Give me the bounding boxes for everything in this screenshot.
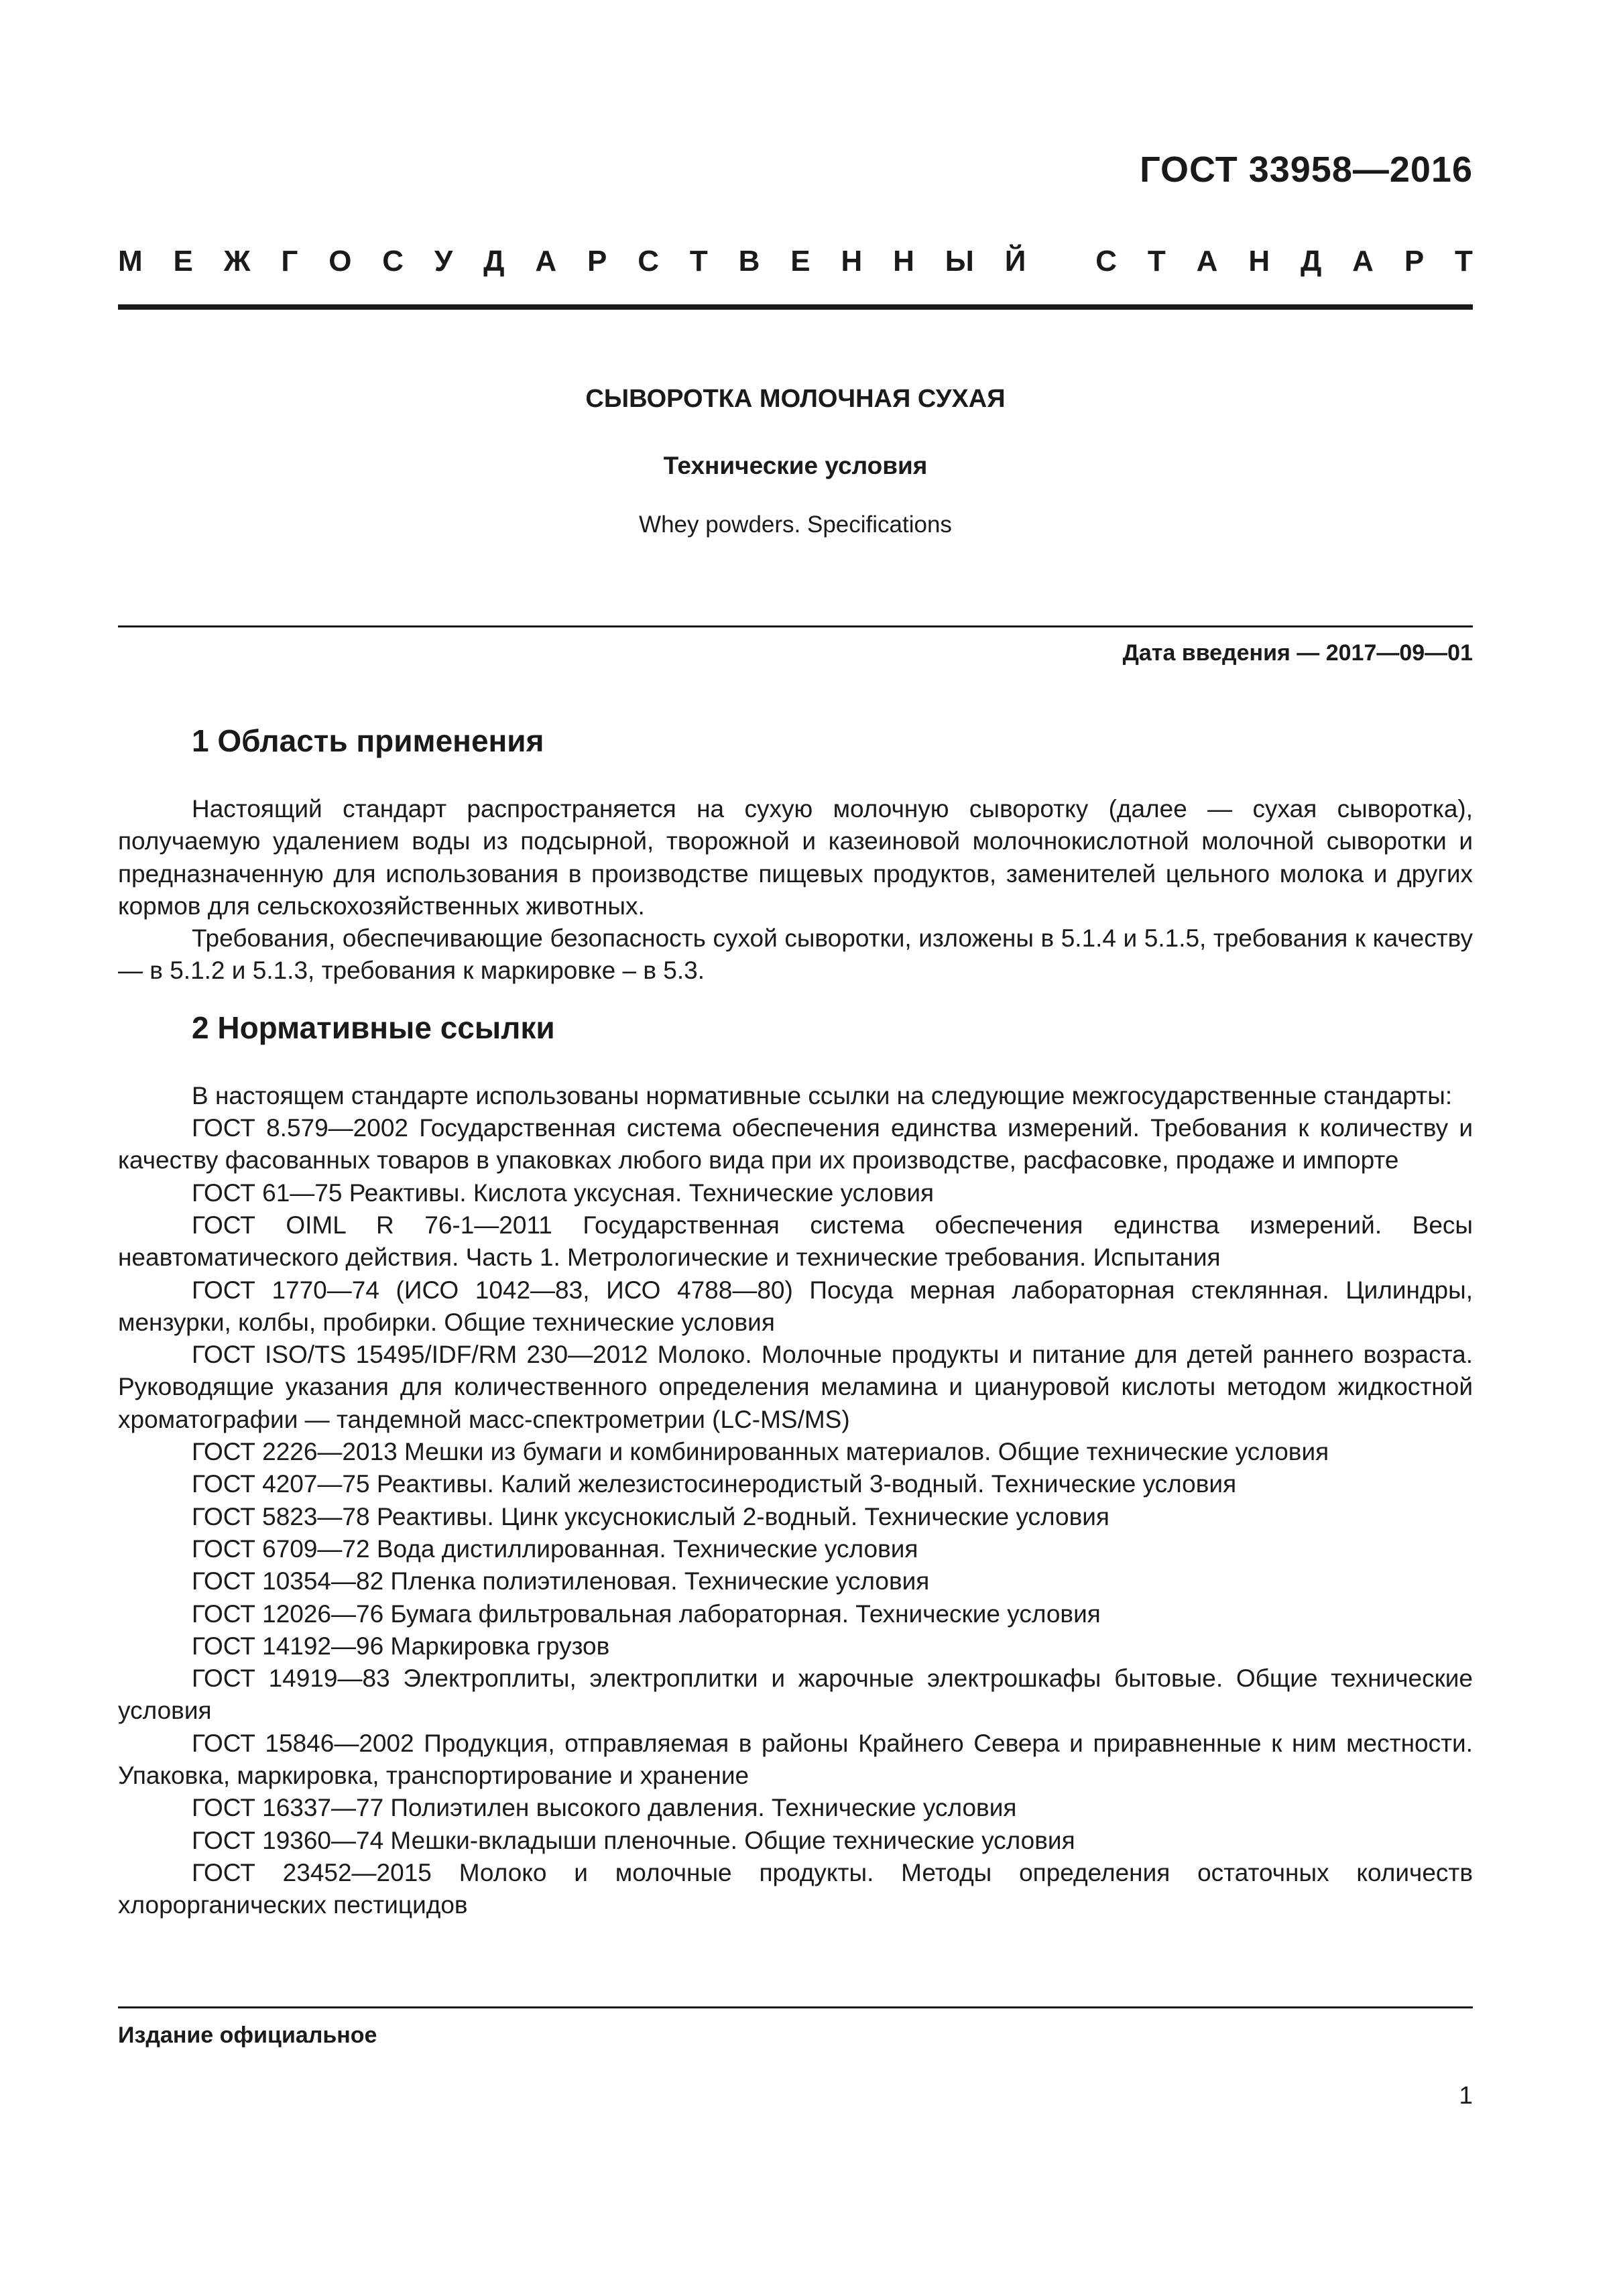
banner-letter: У — [434, 245, 453, 278]
english-title: Whey powders. Specifications — [639, 511, 952, 538]
reference-item: ГОСТ 5823—78 Реактивы. Цинк уксуснокислый 2-водный. Технические условия — [192, 1502, 1109, 1530]
banner-letter: Т — [1455, 245, 1473, 278]
reference-item: ГОСТ 6709—72 Вода дистиллированная. Технические условия — [192, 1534, 918, 1563]
reference-item: ГОСТ 15846—2002 Продукция, отправляемая в районы Крайнего Севера и приравненные к ним местности. Упаковка, маркировка, транспортирование и хранение — [118, 1729, 1473, 1790]
document-subtitle: Технические условия — [663, 452, 928, 479]
paragraph: В настоящем стандарте использованы нормативные ссылки на следующие межгосударственные стандарты: — [192, 1081, 1453, 1109]
banner-letter: Н — [893, 245, 914, 278]
banner-letter: Н — [1248, 245, 1270, 278]
page-number: 1 — [1459, 2081, 1473, 2109]
document-title: СЫВОРОТКА МОЛОЧНАЯ СУХАЯ — [585, 385, 1006, 413]
banner-letter: С — [382, 245, 404, 278]
title-divider — [118, 625, 1473, 627]
reference-item: ГОСТ 19360—74 Мешки-вкладыши пленочные. Общие технические условия — [192, 1826, 1075, 1854]
official-edition-label: Издание официальное — [118, 2022, 377, 2048]
banner-letter: Р — [1404, 245, 1425, 278]
banner-letter: С — [1095, 245, 1118, 278]
reference-item: ГОСТ 1770—74 (ИСО 1042—83, ИСО 4788—80) Посуда мерная лабораторная стеклянная. Цилиндры, мензурки, колбы, пробирки. Общие технические условия — [118, 1276, 1473, 1336]
banner-letter: Е — [790, 245, 810, 278]
reference-item: ГОСТ 12026—76 Бумага фильтровальная лабораторная. Технические условия — [192, 1599, 1101, 1628]
reference-item: ГОСТ OIML R 76-1—2011 Государственная система обеспечения единства измерений. Весы неавтоматического действия. Часть 1. Метрологические и технические требования. Испытания — [118, 1211, 1473, 1272]
reference-item: ГОСТ ISO/TS 15495/IDF/RM 230—2012 Молоко. Молочные продукты и питание для детей раннего возраста. Руководящие указания для количественного определения меламина и циануровой кислоты методом жидкостной хроматографии — тандемной масс-спектрометрии (LC-MS/MS) — [118, 1341, 1473, 1433]
banner-letter: Е — [173, 245, 193, 278]
banner-letter: О — [328, 245, 352, 278]
standard-type-banner — [118, 245, 1473, 278]
banner-letter: А — [1352, 245, 1374, 278]
document-number: ГОСТ 33958—2016 — [1140, 149, 1473, 190]
banner-letter: М — [118, 245, 143, 278]
banner-letter: А — [1196, 245, 1218, 278]
banner-letter: С — [638, 245, 660, 278]
banner-letter: Й — [1004, 245, 1026, 278]
title-block — [118, 379, 1473, 545]
reference-item: ГОСТ 16337—77 Полиэтилен высокого давления. Технические условия — [192, 1794, 1017, 1822]
reference-item: ГОСТ 10354—82 Пленка полиэтиленовая. Технические условия — [192, 1567, 930, 1595]
reference-item: ГОСТ 14919—83 Электроплиты, электроплитки и жарочные электрошкафы бытовые. Общие технические условия — [118, 1665, 1473, 1725]
banner-letter: Ж — [223, 245, 251, 278]
section-heading-normative-references: 2 Нормативные ссылки — [192, 1010, 555, 1045]
header-divider — [118, 304, 1473, 310]
banner-letter: Ы — [945, 245, 974, 278]
introduction-date: Дата введения — 2017—09—01 — [1122, 640, 1473, 666]
reference-item: ГОСТ 4207—75 Реактивы. Калий железистосинеродистый 3-водный. Технические условия — [192, 1470, 1237, 1498]
document-body — [118, 721, 1473, 1922]
banner-letter: Д — [483, 245, 505, 278]
reference-item: ГОСТ 61—75 Реактивы. Кислота уксусная. Технические условия — [192, 1179, 935, 1207]
footer-divider — [118, 2006, 1473, 2008]
reference-item: ГОСТ 14192—96 Маркировка грузов — [192, 1632, 610, 1660]
paragraph: Требования, обеспечивающие безопасность сухой сыворотки, изложены в 5.1.4 и 5.1.5, требования к качеству — в 5.1.2 и 5.1.3, требования к маркировке – в 5.3. — [118, 924, 1473, 985]
reference-item: ГОСТ 8.579—2002 Государственная система обеспечения единства измерений. Требования к количеству и качеству фасованных товаров в упаковках любого вида при их производстве, расфасовке, продаже и импорте — [118, 1114, 1473, 1174]
banner-letter: Р — [587, 245, 607, 278]
banner-letter: Т — [1147, 245, 1166, 278]
banner-gap — [1057, 245, 1065, 278]
banner-letter: Г — [281, 245, 298, 278]
banner-letter: Н — [841, 245, 863, 278]
banner-letter: Т — [689, 245, 708, 278]
banner-letter: А — [535, 245, 557, 278]
reference-item: ГОСТ 23452—2015 Молоко и молочные продукты. Методы определения остаточных количеств хлорорганических пестицидов — [118, 1858, 1473, 1919]
banner-letter: В — [738, 245, 760, 278]
paragraph: Настоящий стандарт распространяется на сухую молочную сыворотку (далее — сухая сыворотка), получаемую удалением воды из подсырной, творожной и казеиновой молочнокислотной молочной сыворотки и предназначенную для использования в производстве пищевых продуктов, заменителей цельного молока и других кормов для сельскохозяйственных животных. — [118, 795, 1473, 920]
reference-item: ГОСТ 2226—2013 Мешки из бумаги и комбинированных материалов. Общие технические условия — [192, 1438, 1329, 1466]
banner-letter: Д — [1300, 245, 1322, 278]
section-heading-scope: 1 Область применения — [192, 723, 544, 758]
